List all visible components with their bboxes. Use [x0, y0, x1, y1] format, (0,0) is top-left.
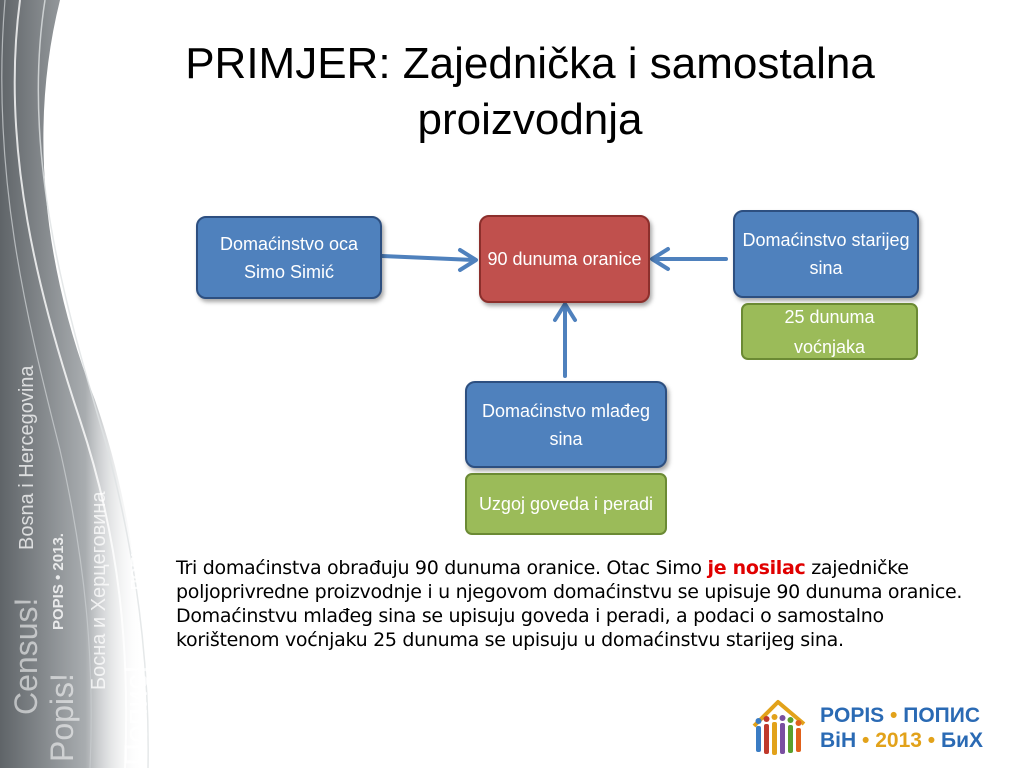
box-central-arable-land: [479, 215, 650, 303]
logo-bih-cyrillic: БиХ: [940, 729, 983, 752]
logo-bih-latin: BiH: [820, 729, 857, 752]
paragraph-text-after: zajedničke poljoprivredne proizvodnje i u njegovom domaćinstvu se upisuje 90 dunuma oranice. Domaćinstvu mlađeg sina se upisuju goveda i peradi, a podaci o samostalno korištenom voćnjaku 25 dunuma se upisuju u domaćinstvu starijeg sina.: [176, 557, 963, 651]
box-older-son-orchard: [741, 303, 918, 360]
side-word-popis2013: POPIS • 2013.: [50, 533, 67, 630]
explanation-paragraph: [176, 556, 976, 652]
popis-bih-logo: [746, 696, 986, 758]
paragraph-text-before: Tri domaćinstva obrađuju 90 dunuma oranice. Otac Simo: [176, 557, 708, 579]
logo-dot-1: •: [890, 704, 898, 727]
box-older-son-orchard-label: 25 dunuma voćnjaka: [784, 306, 875, 357]
box-older-son-household: [733, 210, 919, 298]
logo-dot-3: •: [927, 729, 936, 752]
side-word-census: Census!: [8, 597, 44, 715]
side-word-bih-cyrillic: Босна и Херцеговина: [88, 491, 110, 690]
side-word-bih-latin: Bosna i Hercegovina: [16, 365, 38, 550]
logo-popis-cyrillic: ПОПИС: [903, 704, 981, 727]
logo-dot-2: •: [862, 729, 870, 752]
people-logo-icon: [746, 696, 816, 758]
box-younger-son-livestock: [465, 473, 667, 535]
box-older-son-household-label: Domaćinstvo starijeg sina: [742, 230, 910, 278]
box-father-household-label: Domaćinstvo oca Simo Simić: [219, 233, 359, 282]
logo-year: 2013: [875, 729, 922, 752]
side-word-popis-latin: Popis!: [44, 673, 80, 762]
logo-line-2: [820, 729, 983, 753]
box-central-arable-land-label: 90 dunuma oranice: [487, 249, 642, 269]
slide-title: PRIMJER: Zajednička i samostalna proizvodnja: [185, 39, 875, 144]
side-word-popis2013-cyrillic: ПОПИС • 2013.: [128, 484, 145, 590]
paragraph-highlight: je nosilac: [707, 557, 806, 579]
logo-line-1: [820, 704, 980, 728]
box-younger-son-household-label: Domaćinstvo mlađeg sina: [481, 400, 651, 449]
box-father-household: [196, 216, 382, 299]
side-word-popis-cyrillic: Попис!: [118, 665, 154, 766]
box-younger-son-livestock-label: Uzgoj goveda i peradi: [478, 494, 654, 514]
logo-popis-latin: POPIS: [820, 704, 885, 727]
box-younger-son-household: [465, 381, 667, 468]
